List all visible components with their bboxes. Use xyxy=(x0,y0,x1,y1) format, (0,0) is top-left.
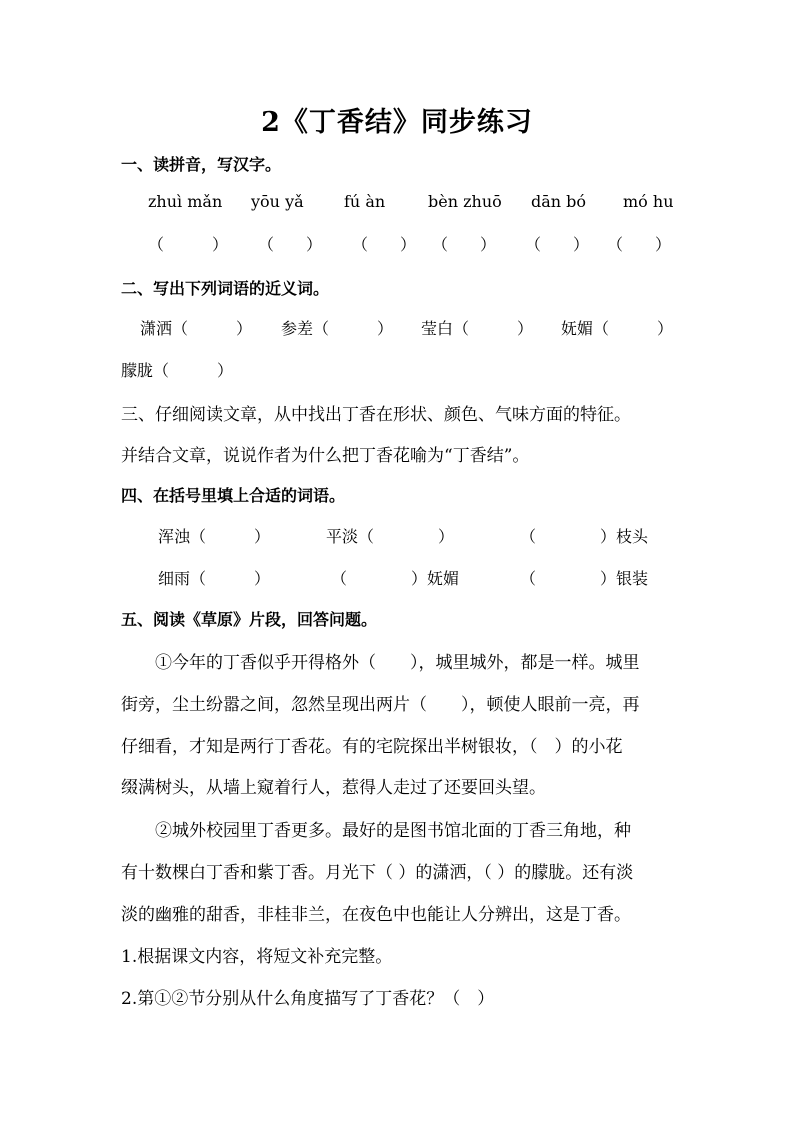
blank-2: （ ） xyxy=(258,235,323,254)
passage2-line2: 有十数棵白丁香和紫丁香。月光下（ ）的潇洒，（ ）的朦胧。还有淡 xyxy=(121,863,634,883)
pinyin-1: zhuì mǎn xyxy=(148,192,223,211)
pinyin-2: yōu yǎ xyxy=(251,192,304,211)
synonym-item-2: 参差（ ） xyxy=(281,319,394,338)
blank-3: （ ） xyxy=(352,235,417,254)
passage2-line3: 淡的幽雅的甜香，非桂非兰，在夜色中也能让人分辨出，这是丁香。 xyxy=(121,905,631,925)
blank-6: （ ） xyxy=(607,235,672,254)
passage1-line3: 仔细看，才知是两行丁香花。有的宅院探出半树银妆，（ ）的小花 xyxy=(121,737,623,757)
blank-4: （ ） xyxy=(432,235,497,254)
question-2: 2.第①②节分别从什么角度描写了丁香花？（ ） xyxy=(121,989,495,1009)
section1-heading: 一、读拼音，写汉字。 xyxy=(121,155,282,174)
fill-item-4: 细雨（ ） xyxy=(158,569,271,588)
section2-heading: 二、写出下列词语的近义词。 xyxy=(121,279,330,298)
pinyin-5: dān bó xyxy=(531,192,587,211)
synonym-item-1: 潇洒（ ） xyxy=(140,319,253,338)
synonym-item-4: 妩媚（ ） xyxy=(561,319,674,338)
synonym-item-3: 莹白（ ） xyxy=(421,319,534,338)
pinyin-4: bèn zhuō xyxy=(428,192,502,211)
passage1-line1: ①今年的丁香似乎开得格外（ ），城里城外，都是一样。城里 xyxy=(121,653,640,673)
synonym-item-5: 朦胧（ ） xyxy=(121,361,234,380)
fill-item-3: （ ）枝头 xyxy=(520,527,649,546)
passage1-line4: 缀满树头，从墙上窥着行人，惹得人走过了还要回头望。 xyxy=(121,778,546,798)
passage1-line2: 街旁，尘土纷嚣之间，忽然呈现出两片（ ），顿使人眼前一亮，再 xyxy=(121,695,640,715)
fill-item-6: （ ）银装 xyxy=(520,569,649,588)
section3-line2: 并结合文章，说说作者为什么把丁香花喻为“丁香结”。 xyxy=(121,446,530,466)
pinyin-6: mó hu xyxy=(623,192,674,211)
fill-item-1: 浑浊（ ） xyxy=(158,527,271,546)
section5-heading: 五、阅读《草原》片段，回答问题。 xyxy=(121,610,378,629)
fill-item-2: 平淡（ ） xyxy=(326,527,455,546)
question-1: 1.根据课文内容，将短文补充完整。 xyxy=(121,947,393,967)
fill-item-5: （ ）妩媚 xyxy=(331,569,460,588)
passage2-line1: ②城外校园里丁香更多。最好的是图书馆北面的丁香三角地，种 xyxy=(121,821,631,841)
section3-line1: 三、仔细阅读文章，从中找出丁香在形状、颜色、气味方面的特征。 xyxy=(121,405,631,425)
section4-heading: 四、在括号里填上合适的词语。 xyxy=(121,486,346,505)
blank-1: （ ） xyxy=(148,235,229,254)
pinyin-3: fú àn xyxy=(344,192,386,211)
page-title: 2《丁香结》同步练习 xyxy=(261,107,533,138)
blank-5: （ ） xyxy=(525,235,590,254)
